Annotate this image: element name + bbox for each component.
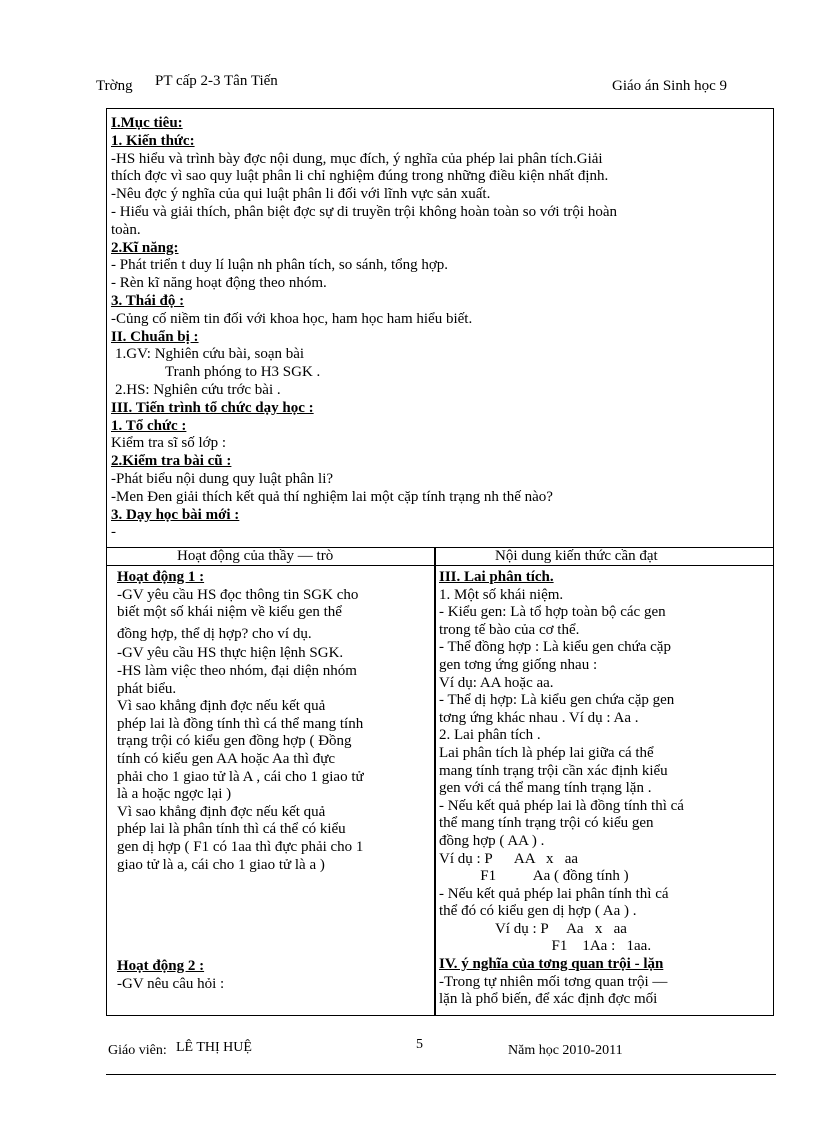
right-line: F1 1Aa : 1aa. <box>439 938 652 955</box>
process-title: III. Tiến trình tổ chức dạy học : <box>111 399 314 416</box>
right-line: Ví dụ : P Aa x aa <box>439 920 627 937</box>
left-line: Vì sao khẳng định đợc nếu kết quả <box>117 698 326 715</box>
new-lesson-title: 3. Dạy học bài mới : <box>111 506 240 523</box>
preparation-gv: 1.GV: Nghiên cứu bài, soạn bài <box>115 346 305 363</box>
left-line: là a hoặc ngợc lại ) <box>117 786 232 803</box>
school-year: Năm học 2010-2011 <box>508 1043 623 1058</box>
right-line: F1 Aa ( đồng tính ) <box>439 868 629 885</box>
left-line: -GV nêu câu hỏi : <box>117 975 225 992</box>
left-line: phải cho 1 giao tử là A , cái cho 1 giao tử <box>117 768 364 785</box>
right-line: - Thể đồng hợp : Là kiểu gen chứa cặp <box>439 639 671 656</box>
left-line: -GV yêu cầu HS đọc thông tin SGK cho <box>117 586 359 603</box>
right-line: thể mang tính trạng trội có kiểu gen <box>439 815 654 832</box>
right-line: mang tính trạng trội cần xác định kiểu <box>439 762 668 779</box>
right-line: - Thể dị hợp: Là kiểu gen chứa cặp gen <box>439 692 675 709</box>
table-header <box>107 548 773 566</box>
activity-table <box>107 547 773 1008</box>
left-line: Vì sao khẳng định đợc nếu kết quả <box>117 803 326 820</box>
subject-label: Giáo án Sinh học 9 <box>612 78 727 94</box>
header-right: Nội dung kiến thức cần đạt <box>495 548 658 564</box>
right-line: trong tế bào của cơ thể. <box>439 621 580 638</box>
preparation-title: II. Chuẩn bị : <box>111 328 199 345</box>
left-line: -GV yêu cầu HS thực hiện lệnh SGK. <box>117 645 344 662</box>
knowledge-line: - Hiểu và giải thích, phân biệt đợc sự di truyền trội không hoàn toàn so với trội hoàn <box>111 203 617 220</box>
right-line: thể đó có kiểu gen dị hợp ( Aa ) . <box>439 903 637 920</box>
school-name: PT cấp 2-3 Tân Tiến <box>155 73 278 89</box>
left-line: gen dị hợp ( F1 có 1aa thì đực phải cho 1 <box>117 838 364 855</box>
left-line: tính có kiểu gen AA hoặc Aa thì đực <box>117 750 336 767</box>
check-line: -Men Đen giải thích kết quả thí nghiệm lai một cặp tính trạng nh thế nào? <box>111 488 553 505</box>
dash-marker: - <box>111 524 116 541</box>
right-line: - Kiểu gen: Là tổ hợp toàn bộ các gen <box>439 604 666 621</box>
left-line: phép lai là đồng tính thì cá thể mang tính <box>117 715 364 732</box>
preparation-hs: 2.HS: Nghiên cứu trớc bài . <box>115 381 281 398</box>
activity-2-title: Hoạt động 2 : <box>117 958 205 975</box>
knowledge-line: -HS hiểu và trình bày đợc nội dung, mục đích, ý nghĩa của phép lai phân tích.Giải <box>111 150 603 167</box>
page-number: 5 <box>416 1037 423 1052</box>
knowledge-line: toàn. <box>111 221 141 238</box>
right-line: gen với cá thể mang tính trạng lặn . <box>439 780 652 797</box>
left-line: trạng trội có kiểu gen đồng hợp ( Đồng <box>117 733 352 750</box>
check-title: 2.Kiểm tra bài cũ : <box>111 453 232 470</box>
knowledge-line: thích đợc vì sao quy luật phân li chỉ nghiệm đúng trong những điều kiện nhất định. <box>111 168 609 185</box>
organization-title: 1. Tổ chức : <box>111 417 187 434</box>
objectives-title: I.Mục tiêu: <box>111 115 183 131</box>
organization-line: Kiểm tra sĩ số lớp : <box>111 435 227 452</box>
right-line: - Nếu kết quả phép lai phân tính thì cá <box>439 885 669 902</box>
section-title-cross: III. Lai phân tích. <box>439 569 554 585</box>
teacher-student-column <box>117 569 429 993</box>
left-line: -HS làm việc theo nhóm, đại diện nhóm <box>117 662 357 679</box>
skills-title: 2.Kĩ năng: <box>111 239 179 256</box>
activity-1-title: Hoạt động 1 : <box>117 569 205 585</box>
left-line: phép lai là phân tính thì cá thể có kiểu <box>117 821 346 838</box>
right-line: lặn là phổ biến, để xác định đợc mối <box>439 991 658 1008</box>
teacher-name: LÊ THỊ HUỆ <box>176 1040 252 1055</box>
right-line: - Nếu kết quả phép lai là đồng tính thì cá <box>439 797 684 814</box>
teacher-label: Giáo viên: <box>108 1043 167 1058</box>
skills-line: - Rèn kĩ năng hoạt động theo nhóm. <box>111 275 327 292</box>
section-title-significance: IV. ý nghĩa của tơng quan trội - lặn <box>439 956 664 973</box>
column-divider <box>434 548 436 1016</box>
right-line: tơng ứng khác nhau . Ví dụ : Aa . <box>439 709 639 726</box>
preparation-gv-materials: Tranh phóng to H3 SGK . <box>165 364 321 381</box>
header-left: Hoạt động của thầy — trò <box>177 548 334 564</box>
lesson-frame <box>106 108 774 1016</box>
knowledge-title: 1. Kiến thức: <box>111 132 195 149</box>
attitude-title: 3. Thái độ : <box>111 292 185 309</box>
right-line: Ví dụ : P AA x aa <box>439 850 579 867</box>
right-line: 1. Một số khái niệm. <box>439 586 564 603</box>
school-prefix: Trờng <box>96 78 133 94</box>
skills-line: - Phát triển t duy lí luận nh phân tích, so sánh, tổng hợp. <box>111 257 449 274</box>
right-line: -Trong tự nhiên mối tơng quan trội — <box>439 973 668 990</box>
check-line: -Phát biểu nội dung quy luật phân li? <box>111 470 334 487</box>
footer-rule <box>106 1074 776 1075</box>
right-line: đồng hợp ( AA ) . <box>439 832 545 849</box>
left-line: biết một số khái niệm về kiểu gen thể <box>117 604 342 621</box>
knowledge-line: -Nêu đợc ý nghĩa của qui luật phân li đối với lĩnh vực sản xuất. <box>111 186 491 203</box>
right-line: 2. Lai phân tích . <box>439 727 541 744</box>
right-line: Lai phân tích là phép lai giữa cá thể <box>439 744 654 761</box>
attitude-line: -Củng cố niềm tin đối với khoa học, ham học ham hiểu biết. <box>111 310 473 327</box>
left-line: giao tử là a, cái cho 1 giao tử là a ) <box>117 856 325 873</box>
right-line: Ví dụ: AA hoặc aa. <box>439 674 554 691</box>
left-line: phát biểu. <box>117 680 177 697</box>
knowledge-content-column <box>439 569 769 1009</box>
left-line: đồng hợp, thể dị hợp? cho ví dụ. <box>117 625 312 642</box>
lesson-intro <box>111 115 761 542</box>
right-line: gen tơng ứng giống nhau : <box>439 656 598 673</box>
